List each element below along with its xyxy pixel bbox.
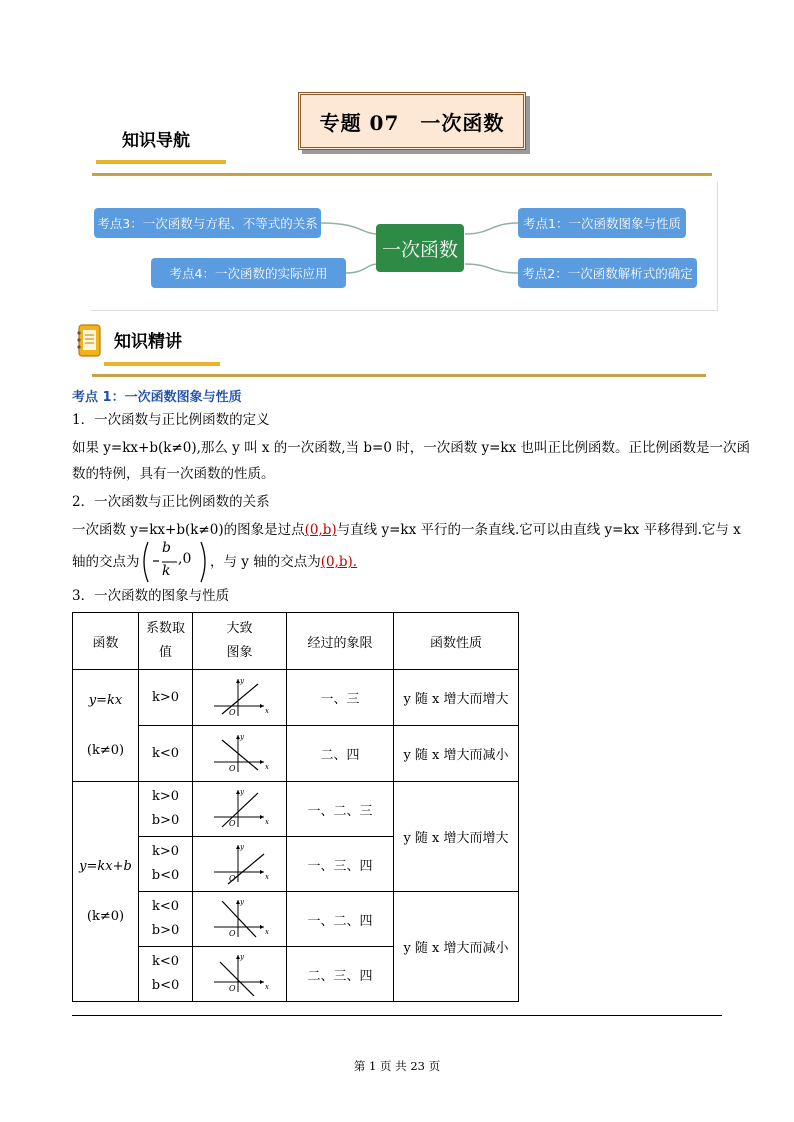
- intercept-fraction: [141, 540, 207, 584]
- coef-cell: k>0 b<0: [139, 837, 193, 892]
- x-label: x: [264, 818, 269, 826]
- quadrant-cell: 一、三、四: [287, 837, 394, 892]
- graph-cell: [193, 782, 287, 837]
- property-cell: y 随 x 增大而增大: [394, 670, 519, 726]
- y-label: y: [239, 732, 244, 741]
- table-row: [73, 782, 519, 837]
- origin-label: O: [228, 819, 236, 828]
- s1-title: 1．一次函数与正比例函数的定义: [72, 412, 270, 428]
- function-line: [222, 740, 258, 770]
- header-graph: 大致 图象: [193, 613, 287, 670]
- y-label: y: [239, 898, 244, 906]
- nav-heading: 知识导航: [122, 131, 190, 151]
- coef-cell: k>0 b>0: [139, 782, 193, 837]
- y-label: y: [239, 676, 244, 685]
- connector-kp3: [321, 223, 378, 234]
- x-label: x: [264, 928, 269, 936]
- graph-cell: [193, 837, 287, 892]
- quadrant-cell: 二、三、四: [287, 947, 394, 1002]
- function-line: [220, 962, 254, 996]
- connector-kp4: [346, 264, 378, 273]
- quadrant-cell: 一、二、三: [287, 782, 394, 837]
- origin-label: O: [228, 763, 236, 773]
- y-label: y: [239, 953, 244, 961]
- explain-heading: 知识精讲: [114, 332, 182, 352]
- s3-title: 3．一次函数的图象与性质: [72, 588, 230, 604]
- s2-line1: 一次函数 y=kx+b(k≠0)的图象是过点(0,b)与直线 y=kx 平行的一条直线.它可以由直线 y=kx 平移得到.它与 x: [72, 522, 741, 538]
- s1-line1: 如果 y=kx+b(k≠0),那么 y 叫 x 的一次函数,当 b=0 时，一次函数 y=kx 也叫正比例函数。正比例函数是一次函: [72, 440, 751, 456]
- explain-heading-underline: [104, 362, 220, 366]
- fraction-rest: ,0: [178, 551, 192, 567]
- function-line: [222, 684, 258, 714]
- mindmap-node-kp2: 考点2：一次函数解析式的确定: [518, 258, 697, 288]
- graph-cell: [193, 726, 287, 782]
- footer-rule: [72, 1015, 722, 1016]
- table-row: [73, 892, 519, 947]
- header-function: 函数: [73, 613, 139, 670]
- nav-heading-underline: [96, 160, 226, 164]
- x-label: x: [264, 762, 269, 771]
- origin-label: O: [228, 984, 236, 993]
- origin-label: O: [228, 874, 236, 883]
- connector-kp2: [465, 264, 518, 273]
- fraction-denominator: k: [162, 563, 171, 579]
- section-divider: [92, 173, 712, 176]
- kp1-heading: 考点 1：一次函数图象与性质: [72, 390, 242, 405]
- x-arrow: [260, 980, 264, 984]
- x-label: x: [264, 873, 269, 881]
- quadrant-cell: 二、四: [287, 726, 394, 782]
- function-line: [222, 793, 258, 827]
- fraction-numerator: b: [162, 540, 171, 556]
- table-row: [73, 726, 519, 782]
- header-quadrants: 经过的象限: [287, 613, 394, 670]
- document-title: 专题 07 一次函数: [298, 92, 526, 150]
- s2-title: 2．一次函数与正比例函数的关系: [72, 494, 270, 510]
- func-cell-kxb: y=kx+b (k≠0): [73, 782, 139, 1002]
- function-line: [222, 901, 256, 937]
- s1-line2: 数的特例，具有一次函数的性质。: [72, 466, 275, 482]
- graph-cell: [193, 670, 287, 726]
- connector-kp1: [465, 223, 518, 234]
- origin-label: O: [228, 707, 236, 717]
- notebook-icon: [76, 324, 102, 358]
- coef-cell: k>0: [139, 670, 193, 726]
- quadrant-cell: 一、三: [287, 670, 394, 726]
- graph-cell: [193, 892, 287, 947]
- x-label: x: [264, 983, 269, 991]
- graph-k-neg-b-neg: [210, 952, 270, 996]
- graph-k-pos: [210, 676, 270, 720]
- graph-cell: [193, 947, 287, 1002]
- section-divider-2: [92, 374, 706, 377]
- x-arrow: [260, 760, 264, 764]
- table-row: [73, 670, 519, 726]
- graph-k-neg-b-pos: [210, 897, 270, 941]
- header-property: 函数性质: [394, 613, 519, 670]
- graph-k-pos-b-pos: [210, 787, 270, 831]
- mindmap-node-kp1: 考点1：一次函数图象与性质: [518, 208, 686, 238]
- func-cell-kx: y=kx (k≠0): [73, 670, 139, 782]
- property-cell: y 随 x 增大而减小: [394, 726, 519, 782]
- x-arrow: [260, 925, 264, 929]
- header-coefficient: 系数取 值: [139, 613, 193, 670]
- graph-k-pos-b-neg: [210, 842, 270, 886]
- x-arrow: [260, 870, 264, 874]
- x-arrow: [260, 704, 264, 708]
- coef-cell: k<0 b>0: [139, 892, 193, 947]
- mindmap-node-kp4: 考点4：一次函数的实际应用: [151, 258, 346, 288]
- mindmap-center-node: 一次函数: [376, 224, 464, 272]
- property-cell: y 随 x 增大而增大: [394, 782, 519, 892]
- y-label: y: [239, 843, 244, 851]
- page-footer: 第 1 页 共 23 页: [353, 1059, 441, 1073]
- x-label: x: [264, 706, 269, 715]
- s2-line2-prefix: 轴的交点为: [72, 554, 140, 570]
- graph-k-neg: [210, 732, 270, 776]
- s2-line2-suffix: ，与 y 轴的交点为(0,b).: [210, 554, 358, 570]
- y-label: y: [239, 788, 244, 796]
- table-header-row: [73, 613, 519, 670]
- coef-cell: k<0: [139, 726, 193, 782]
- origin-label: O: [228, 929, 236, 938]
- x-arrow: [260, 815, 264, 819]
- properties-table: [72, 612, 519, 1002]
- mindmap-node-kp3: 考点3：一次函数与方程、不等式的关系: [94, 208, 321, 238]
- quadrant-cell: 一、二、四: [287, 892, 394, 947]
- coef-cell: k<0 b<0: [139, 947, 193, 1002]
- property-cell: y 随 x 增大而减小: [394, 892, 519, 1002]
